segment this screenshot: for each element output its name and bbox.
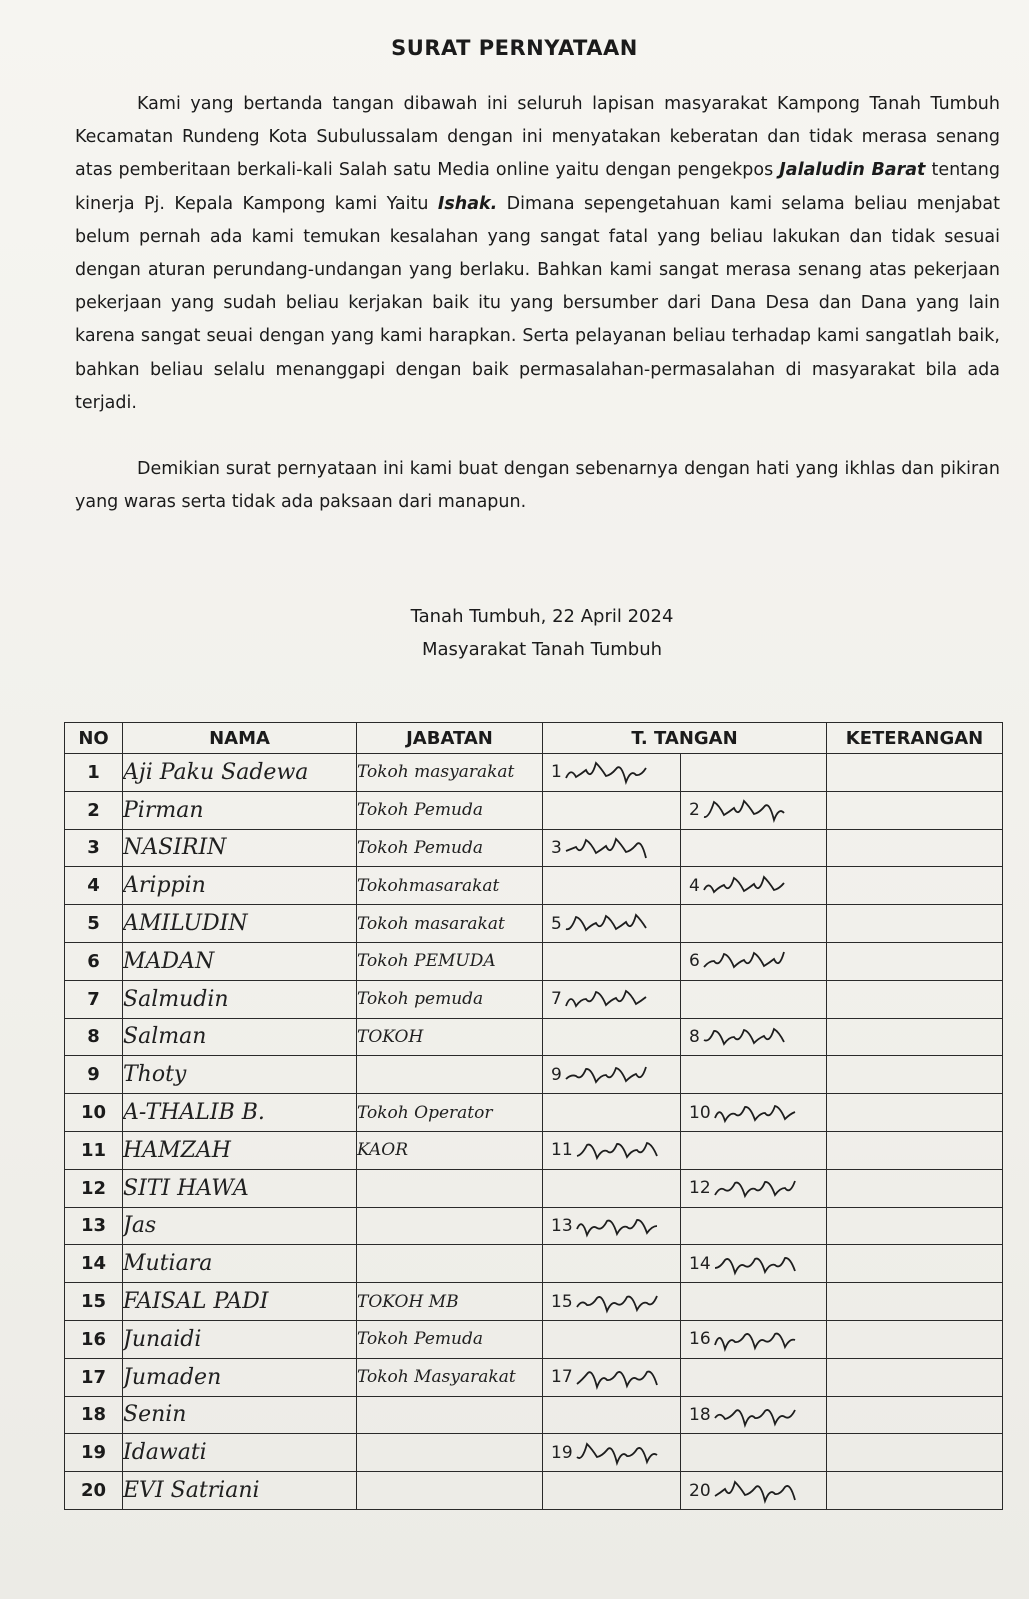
place-date: Tanah Tumbuh, 22 April 2024 [410,606,674,627]
signature-cell-right [681,1094,827,1132]
signature-cell-right [681,754,827,792]
table-row [65,1245,1003,1283]
row-keterangan [827,1094,1003,1132]
signature-scribble [700,1022,790,1052]
signature-number: 4 [689,875,700,896]
signature-cell-left [543,791,681,829]
signature-cell-right [681,1320,827,1358]
signature-cell-left [543,905,681,943]
header-keterangan: KETERANGAN [827,723,1003,754]
row-number: 12 [65,1169,123,1207]
signature-rows [65,754,1003,1510]
table-row [65,1358,1003,1396]
signature-cell-right [681,980,827,1018]
signature-cell-left [543,867,681,905]
signature-cell-right [681,867,827,905]
row-nama: Jumaden [123,1358,357,1396]
table-row [65,754,1003,792]
signature-cell-left [543,1434,681,1472]
row-jabatan: Tokoh pemuda [357,980,543,1018]
row-nama: Pirman [123,791,357,829]
row-keterangan [827,1169,1003,1207]
row-jabatan: Tokoh Pemuda [357,791,543,829]
row-keterangan [827,867,1003,905]
signature-cell-left [543,942,681,980]
row-jabatan: TOKOH MB [357,1283,543,1321]
signature-cell-right [681,942,827,980]
row-nama: Junaidi [123,1320,357,1358]
signature-number: 13 [551,1215,573,1236]
table-row [65,829,1003,867]
row-nama: Salman [123,1018,357,1056]
table-row [65,1018,1003,1056]
row-keterangan [827,1245,1003,1283]
table-row [65,791,1003,829]
row-number: 6 [65,942,123,980]
row-nama: FAISAL PADI [123,1283,357,1321]
signature-cell-right [681,1396,827,1434]
row-keterangan [827,905,1003,943]
row-keterangan [827,1396,1003,1434]
signature-number: 17 [551,1367,573,1388]
village-head-name: Ishak. [437,193,498,214]
signature-scribble [573,1135,663,1165]
signature-cell-left [543,1094,681,1132]
table-row [65,1169,1003,1207]
signature-scribble [711,1400,801,1430]
signature-cell-left [543,1169,681,1207]
signature-number: 5 [551,913,562,934]
signature-scribble [562,909,652,939]
signature-cell-left [543,1283,681,1321]
signature-number: 2 [689,800,700,821]
row-nama: Idawati [123,1434,357,1472]
signature-cell-left [543,1245,681,1283]
table-row [65,1094,1003,1132]
row-keterangan [827,829,1003,867]
signature-number: 19 [551,1442,573,1463]
row-nama: EVI Satriani [123,1472,357,1510]
signature-number: 20 [689,1480,711,1501]
table-row [65,1434,1003,1472]
row-number: 18 [65,1396,123,1434]
row-jabatan [357,1396,543,1434]
signature-number: 16 [689,1329,711,1350]
row-keterangan [827,942,1003,980]
row-keterangan [827,1283,1003,1321]
signature-scribble [700,871,790,901]
signature-cell-right [681,829,827,867]
row-jabatan: Tokoh masarakat [357,905,543,943]
row-keterangan [827,1434,1003,1472]
signature-cell-right [681,791,827,829]
row-keterangan [827,1018,1003,1056]
signature-cell-right [681,1207,827,1245]
row-keterangan [827,980,1003,1018]
row-jabatan: Tokoh Masyarakat [357,1358,543,1396]
signature-number: 7 [551,989,562,1010]
row-jabatan: TOKOH [357,1018,543,1056]
row-number: 9 [65,1056,123,1094]
row-keterangan [827,1056,1003,1094]
row-nama: Thoty [123,1056,357,1094]
signature-scribble [711,1098,801,1128]
signature-cell-right [681,1018,827,1056]
row-jabatan: KAOR [357,1131,543,1169]
row-number: 2 [65,791,123,829]
row-number: 11 [65,1131,123,1169]
row-jabatan: Tokohmasarakat [357,867,543,905]
row-jabatan: Tokoh masyarakat [357,754,543,792]
table-row [65,1396,1003,1434]
row-nama: Senin [123,1396,357,1434]
row-jabatan: Tokoh Pemuda [357,1320,543,1358]
signature-number: 6 [689,951,700,972]
row-keterangan [827,1320,1003,1358]
row-number: 5 [65,905,123,943]
table-row [65,1283,1003,1321]
row-number: 10 [65,1094,123,1132]
signatory: Masyarakat Tanah Tumbuh [421,639,663,660]
row-jabatan: Tokoh PEMUDA [357,942,543,980]
signature-number: 15 [551,1291,573,1312]
row-keterangan [827,1207,1003,1245]
place-date-block [342,600,742,666]
row-nama: Jas [123,1207,357,1245]
signature-cell-right [681,1169,827,1207]
signature-number: 10 [689,1102,711,1123]
row-nama: Mutiara [123,1245,357,1283]
row-jabatan [357,1056,543,1094]
signature-scribble [711,1324,801,1354]
signature-cell-right [681,1131,827,1169]
header-jabatan: JABATAN [357,723,543,754]
row-jabatan [357,1169,543,1207]
signature-number: 8 [689,1026,700,1047]
signature-table [64,722,1003,1510]
table-row [65,1320,1003,1358]
row-nama: MADAN [123,942,357,980]
row-number: 20 [65,1472,123,1510]
signature-cell-right [681,1358,827,1396]
signature-number: 14 [689,1253,711,1274]
row-nama: HAMZAH [123,1131,357,1169]
statement-body [75,88,1000,519]
signature-cell-right [681,1056,827,1094]
table-row [65,1472,1003,1510]
signature-cell-left [543,1472,681,1510]
row-nama: SITI HAWA [123,1169,357,1207]
header-no: NO [65,723,123,754]
signature-cell-left [543,1396,681,1434]
row-keterangan [827,1131,1003,1169]
row-nama: Arippin [123,867,357,905]
signature-scribble [700,946,790,976]
row-jabatan: Tokoh Pemuda [357,829,543,867]
statement-paragraph-2: Demikian surat pernyataan ini kami buat dengan sebenarnya dengan hati yang ikhlas dan pikiran yang waras serta tidak ada paksaan dari manapun. [75,459,1000,513]
header-nama: NAMA [123,723,357,754]
row-number: 13 [65,1207,123,1245]
signature-cell-right [681,1245,827,1283]
signature-cell-right [681,1434,827,1472]
signature-scribble [573,1287,663,1317]
signature-number: 12 [689,1178,711,1199]
row-jabatan [357,1434,543,1472]
row-number: 14 [65,1245,123,1283]
signature-scribble [573,1362,663,1392]
row-nama: Aji Paku Sadewa [123,754,357,792]
signature-cell-right [681,1283,827,1321]
table-row [65,867,1003,905]
signature-cell-left [543,754,681,792]
row-nama: A-THALIB B. [123,1094,357,1132]
row-keterangan [827,1358,1003,1396]
row-number: 19 [65,1434,123,1472]
table-row [65,1056,1003,1094]
row-jabatan [357,1472,543,1510]
signature-cell-left [543,1056,681,1094]
row-nama: Salmudin [123,980,357,1018]
signature-number: 9 [551,1064,562,1085]
row-jabatan [357,1245,543,1283]
signature-scribble [562,984,652,1014]
signature-cell-left [543,1131,681,1169]
table-row [65,980,1003,1018]
row-number: 15 [65,1283,123,1321]
row-nama: NASIRIN [123,829,357,867]
signature-scribble [711,1173,801,1203]
row-keterangan [827,754,1003,792]
row-number: 8 [65,1018,123,1056]
table-row [65,1207,1003,1245]
signature-cell-left [543,1358,681,1396]
signature-cell-left [543,1207,681,1245]
row-number: 1 [65,754,123,792]
signature-cell-left [543,980,681,1018]
signature-cell-right [681,905,827,943]
statement-paragraph-1: Kami yang bertanda tangan dibawah ini seluruh lapisan masyarakat Kampong Tanah Tumbuh Kecamatan Rundeng Kota Subulussalam dengan ini menyatakan keberatan dan tidak merasa senang atas pemberitaan berkali-kali Salah satu Media online yaitu dengan pengekpos Jalaludin Barat tentang kinerja Pj. Kepala Kampong kami Yaitu Ishak. Dimana sepengetahuan kami selama beliau menjabat belum pernah ada kami temukan kesalahan yang sangat fatal yang beliau lakukan dan tidak sesuai dengan aturan perundang-undangan yang berlaku. Bahkan kami sangat merasa senang atas pekerjaan pekerjaan yang sudah beliau kerjakan baik itu yang bersumber dari Dana Desa dan Dana yang lain karena sangat seuai dengan yang kami harapkan. Serta pelayanan beliau terhadap kami sangatlah baik, bahkan beliau selalu menanggapi dengan baik permasalahan-permasalahan di masyarakat bila ada terjadi. [75,94,1000,413]
table-row [65,905,1003,943]
row-number: 16 [65,1320,123,1358]
signature-number: 11 [551,1140,573,1161]
row-number: 7 [65,980,123,1018]
signature-scribble [562,833,652,863]
document-title: SURAT PERNYATAAN [391,36,638,60]
row-jabatan [357,1207,543,1245]
row-number: 4 [65,867,123,905]
signature-scribble [562,757,652,787]
signature-number: 1 [551,762,562,783]
row-number: 3 [65,829,123,867]
media-name: Jalaludin Barat [779,160,926,181]
table-header-row [65,723,1003,754]
signature-cell-right [681,1472,827,1510]
row-jabatan: Tokoh Operator [357,1094,543,1132]
signature-scribble [562,1060,652,1090]
signature-cell-left [543,1320,681,1358]
row-nama: AMILUDIN [123,905,357,943]
row-keterangan [827,791,1003,829]
header-tanda-tangan: T. TANGAN [543,723,827,754]
signature-scribble [711,1249,801,1279]
signature-cell-left [543,829,681,867]
table-row [65,1131,1003,1169]
signature-number: 18 [689,1404,711,1425]
signature-scribble [700,795,790,825]
signature-scribble [573,1211,663,1241]
signature-scribble [573,1438,663,1468]
signature-number: 3 [551,837,562,858]
row-keterangan [827,1472,1003,1510]
signature-scribble [711,1476,801,1506]
row-number: 17 [65,1358,123,1396]
signature-cell-left [543,1018,681,1056]
table-row [65,942,1003,980]
